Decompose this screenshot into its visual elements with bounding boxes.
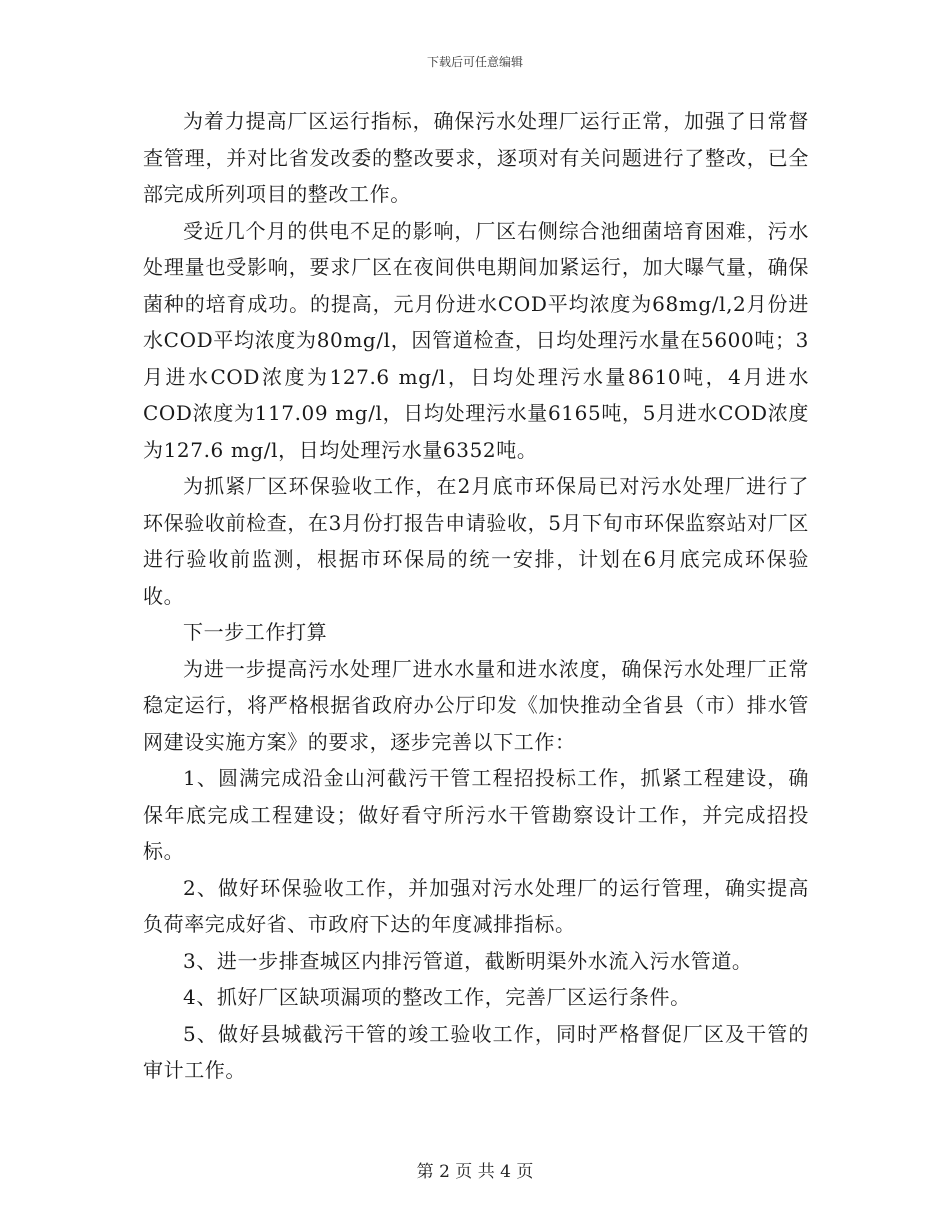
- list-item-4: 4、抓好厂区缺项漏项的整改工作，完善厂区运行条件。: [183, 985, 691, 1009]
- list-item-1: 1、圆满完成沿金山河截污干管工程招投标工作，抓紧工程建设，确保年底完成工程建设；做好看守所污水干管勘察设计工作，并完成招投标。: [143, 766, 809, 863]
- paragraph-power-supply-cod: 受近几个月的供电不足的影响，厂区右侧综合池细菌培育困难，污水处理量也受影响，要求厂区在夜间供电期间加紧运行，加大曝气量，确保菌种的培育成功。的提高，元月份进水COD平均浓度为68mg/l,2月份进水COD平均浓度为80mg/l，因管道检查，日均处理污水量在5600吨；3月进水COD浓度为127.6 mg/l，日均处理污水量8610吨，4月进水COD浓度为117.09 mg/l，日均处理污水量6165吨，5月进水COD浓度为127.6 mg/l，日均处理污水量6352吨。: [143, 218, 809, 462]
- page-number-footer: 第 2 页 共 4 页: [416, 1162, 534, 1182]
- page-header-note: 下载后可任意编辑: [426, 55, 523, 69]
- document-body: [143, 103, 809, 1089]
- list-item-3: 3、进一步排查城区内排污管道，截断明渠外水流入污水管道。: [183, 948, 753, 973]
- list-item-5: 5、做好县城截污干管的竣工验收工作，同时严格督促厂区及干管的审计工作。: [143, 1021, 809, 1082]
- paragraph-rectification: 为着力提高厂区运行指标，确保污水处理厂运行正常，加强了日常督查管理，并对比省发改委的整改要求，逐项对有关问题进行了整改，已全部完成所列项目的整改工作。: [143, 109, 809, 206]
- paragraph-next-steps-intro: 为进一步提高污水处理厂进水水量和进水浓度，确保污水处理厂正常稳定运行，将严格根据省政府办公厅印发《加快推动全省县（市）排水管网建设实施方案》的要求，逐步完善以下工作：: [143, 656, 809, 754]
- list-item-2: 2、做好环保验收工作，并加强对污水处理厂的运行管理，确实提高负荷率完成好省、市政府下达的年度减排指标。: [143, 875, 809, 936]
- section-heading-next-steps: 下一步工作打算: [183, 620, 328, 644]
- paragraph-environmental-acceptance: 为抓紧厂区环保验收工作，在2月底市环保局已对污水处理厂进行了环保验收前检查，在3月份打报告申请验收，5月下旬市环保监察站对厂区进行验收前监测，根据市环保局的统一安排，计划在6月底完成环保验收。: [143, 474, 809, 608]
